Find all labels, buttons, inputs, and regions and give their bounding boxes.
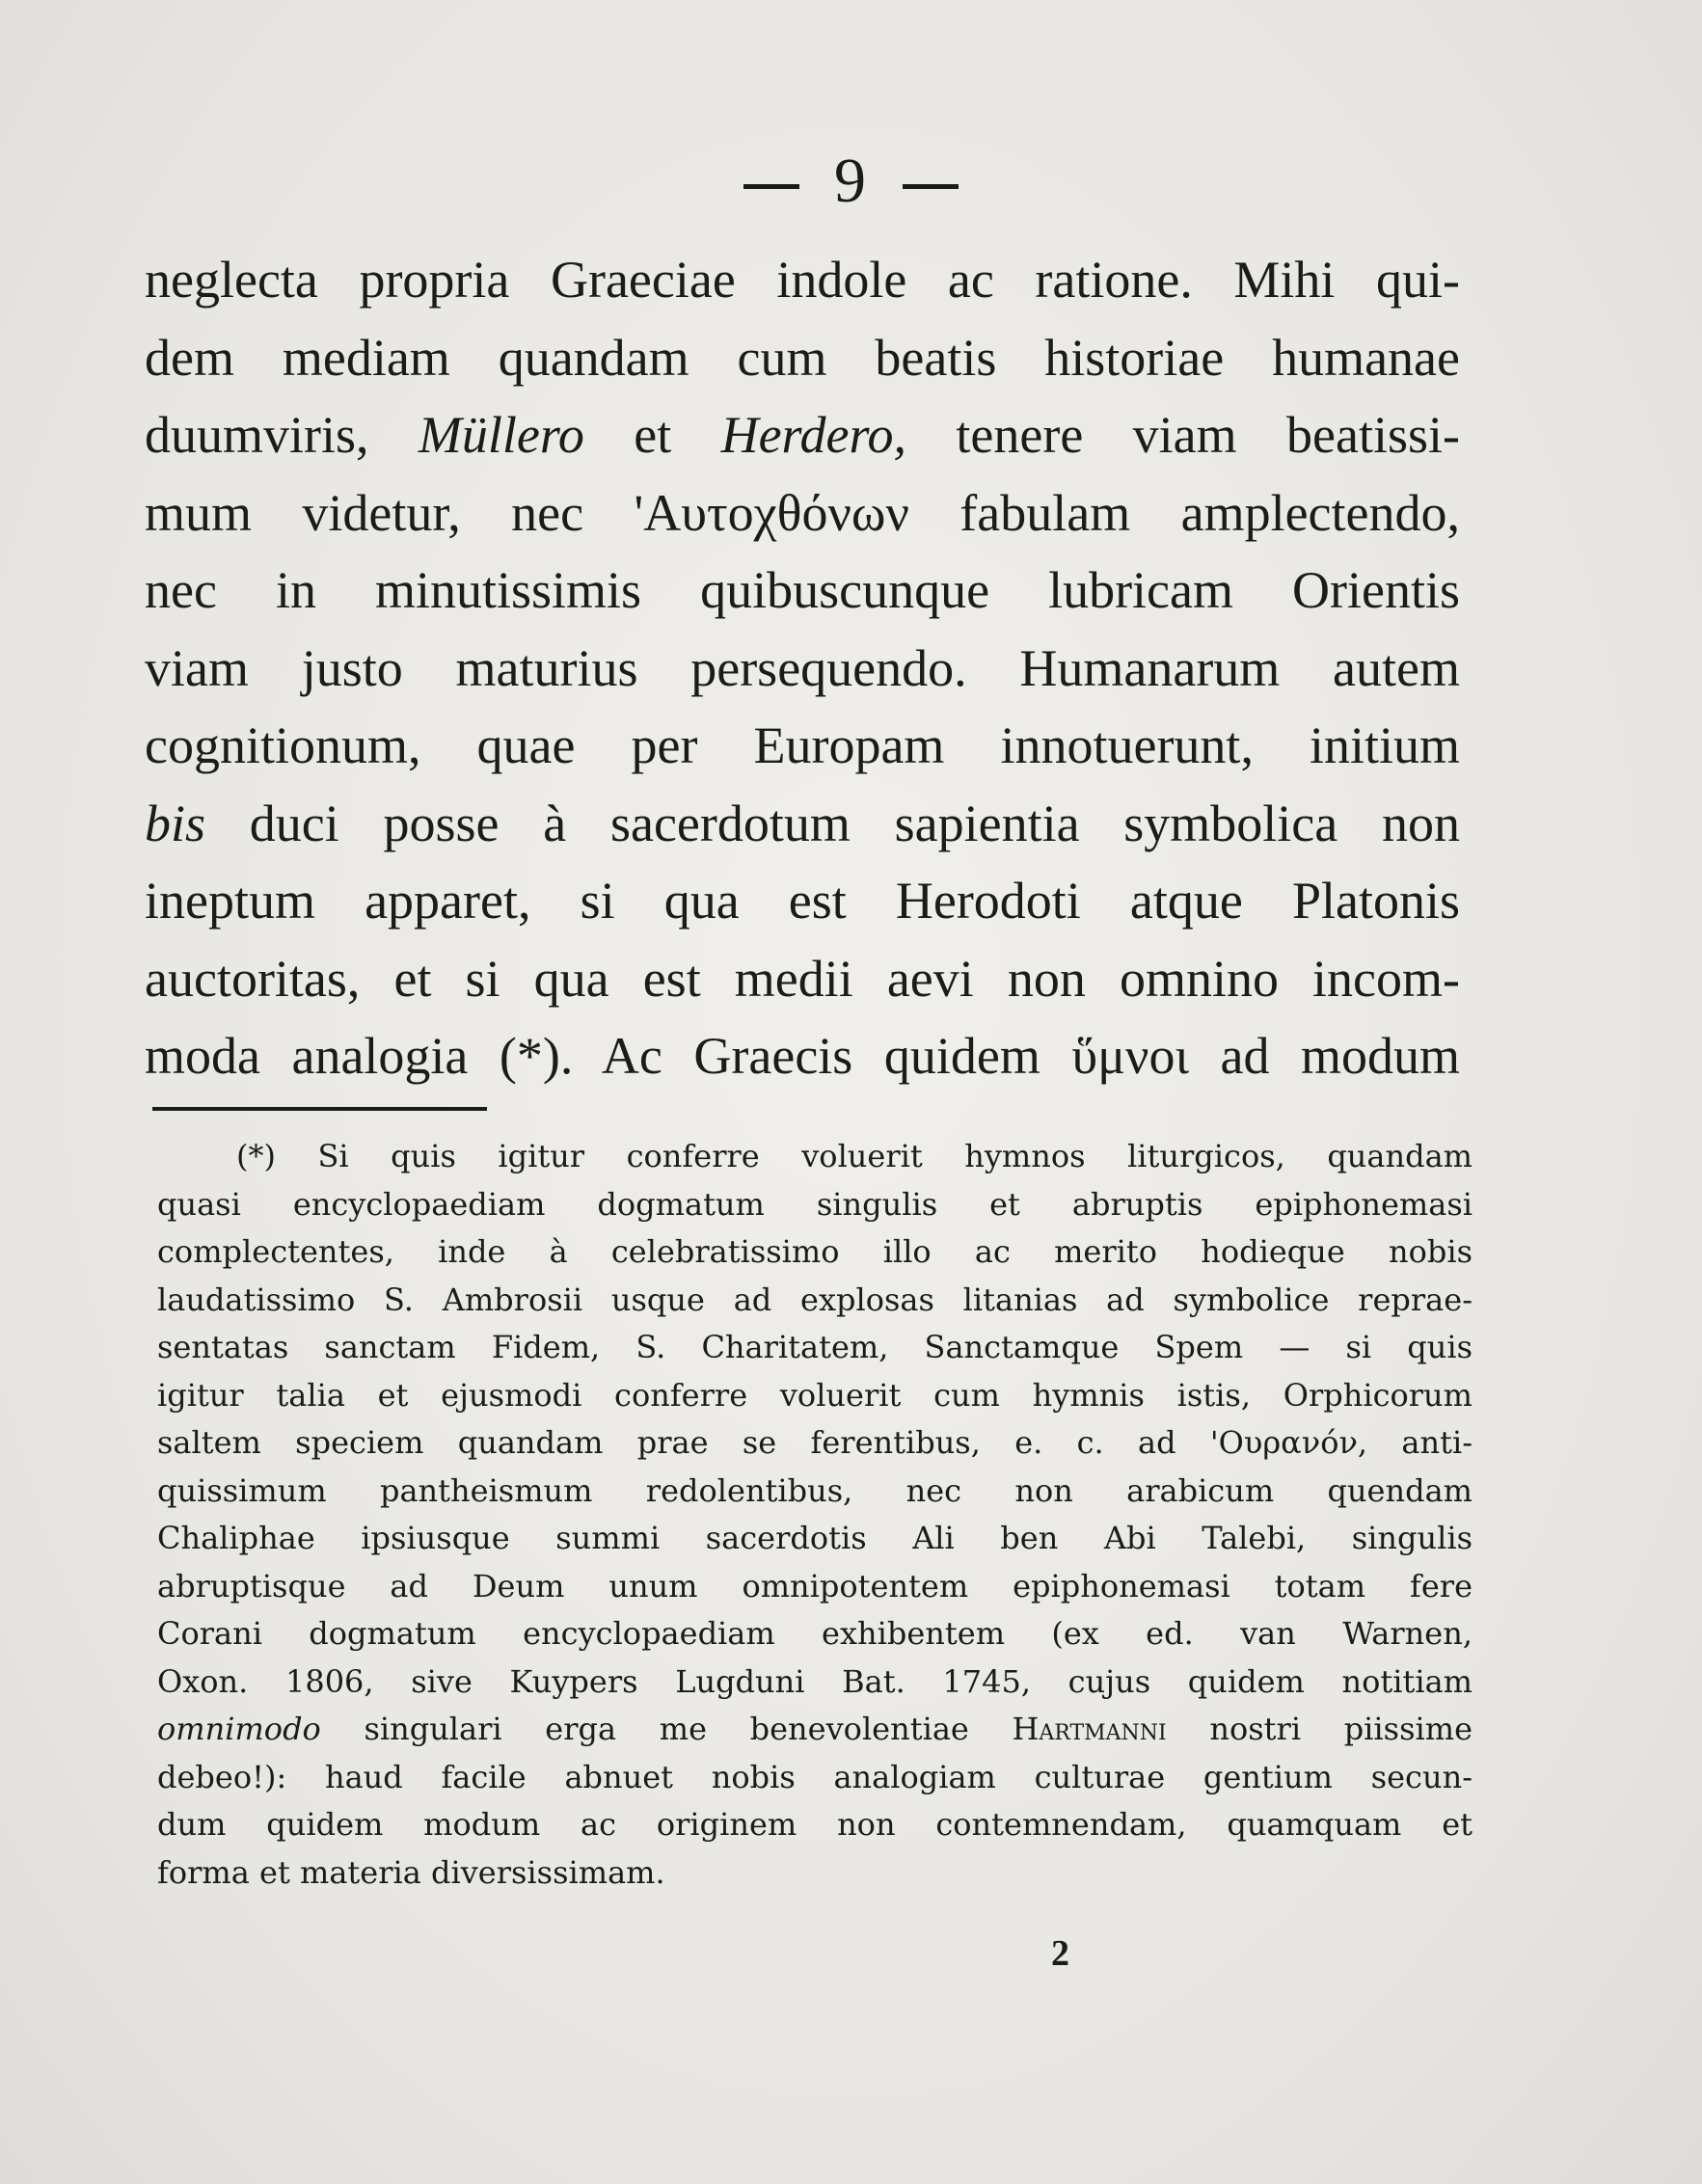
page-header bbox=[0, 145, 1702, 218]
footnote-line: sentatas sanctam Fidem, S. Charitatem, Sanctamque Spem — si quis bbox=[157, 1329, 1472, 1365]
main-text-line: duumviris, Müllero et Herdero, tenere viam beatissi- bbox=[145, 406, 1460, 464]
main-text-line: nec in minutissimis quibuscunque lubricam Orientis bbox=[145, 561, 1460, 619]
header-dash-left bbox=[743, 184, 799, 189]
italic-word: Herdero, bbox=[720, 406, 907, 464]
footnote-line: omnimodo singulari erga me benevolentiae Hartmanni nostri piissime bbox=[157, 1711, 1473, 1747]
main-text-line: auctoritas, et si qua est medii aevi non omnino incom- bbox=[145, 949, 1460, 1008]
footnote-line: abruptisque ad Deum unum omnipotentem epiphonemasi totam fere bbox=[157, 1567, 1472, 1604]
footnote-line: complectentes, inde à celebratissimo illo ac merito hodieque nobis bbox=[157, 1233, 1472, 1270]
header-dash-right bbox=[903, 184, 959, 189]
footnote-line: laudatissimo S. Ambrosii usque ad explosas litanias ad symbolice reprae- bbox=[157, 1281, 1472, 1318]
main-text-line: bis duci posse à sacerdotum sapientia symbolica non bbox=[145, 794, 1460, 852]
main-text-line: dem mediam quandam cum beatis historiae humanae bbox=[145, 328, 1460, 387]
italic-word: bis bbox=[145, 794, 206, 852]
signature-mark: 2 bbox=[1051, 1933, 1069, 1974]
footnote-line: Oxon. 1806, sive Kuypers Lugduni Bat. 1745, cujus quidem notitiam bbox=[157, 1662, 1472, 1700]
main-text-line: mum videtur, nec 'Αυτοχθόνων fabulam amplectendo, bbox=[145, 483, 1460, 542]
footnote-line: saltem speciem quandam prae se ferentibus, e. c. ad 'Ουρανόν, anti- bbox=[157, 1424, 1472, 1461]
italic-word: Müllero bbox=[418, 406, 584, 464]
footnote-line: forma et materia diversissimam. bbox=[157, 1853, 665, 1891]
footnote-line: (*) Si quis igitur conferre voluerit hymnos liturgicos, quandam bbox=[236, 1138, 1472, 1174]
main-text-line: moda analogia (*). Ac Graecis quidem ὕμνοι ad modum bbox=[145, 1027, 1460, 1085]
main-text-line: viam justo maturius persequendo. Humanarum autem bbox=[145, 638, 1460, 697]
footnote-block bbox=[157, 1133, 1472, 1897]
footnote-line: quissimum pantheismum redolentibus, nec non arabicum quendam bbox=[157, 1471, 1472, 1509]
main-text-block bbox=[145, 241, 1460, 1095]
main-text-line: cognitionum, quae per Europam innotuerunt, initium bbox=[145, 716, 1460, 774]
italic-word: omnimodo bbox=[157, 1711, 321, 1747]
footnote-line: dum quidem modum ac originem non contemnendam, quamquam et bbox=[157, 1806, 1472, 1843]
footnote-line: quasi encyclopaediam dogmatum singulis et abruptis epiphonemasi bbox=[157, 1185, 1472, 1223]
page-number: 9 bbox=[834, 146, 868, 216]
footnote-line: Corani dogmatum encyclopaediam exhibentem (ex ed. van Warnen, bbox=[157, 1615, 1472, 1652]
footnote-line: debeo!): haud facile abnuet nobis analogiam culturae gentium secun- bbox=[157, 1758, 1472, 1795]
footnote-line: Chaliphae ipsiusque summi sacerdotis Ali ben Abi Talebi, singulis bbox=[157, 1520, 1472, 1556]
footnote-line: igitur talia et ejusmodi conferre voluerit cum hymnis istis, Orphicorum bbox=[157, 1376, 1472, 1414]
smallcaps-name: Hartmanni bbox=[1012, 1711, 1167, 1747]
main-text-line: ineptum apparet, si qua est Herodoti atque Platonis bbox=[145, 872, 1460, 930]
main-text-line: neglecta propria Graeciae indole ac ratione. Mihi qui- bbox=[145, 251, 1460, 309]
footnote-separator-rule bbox=[152, 1107, 487, 1111]
